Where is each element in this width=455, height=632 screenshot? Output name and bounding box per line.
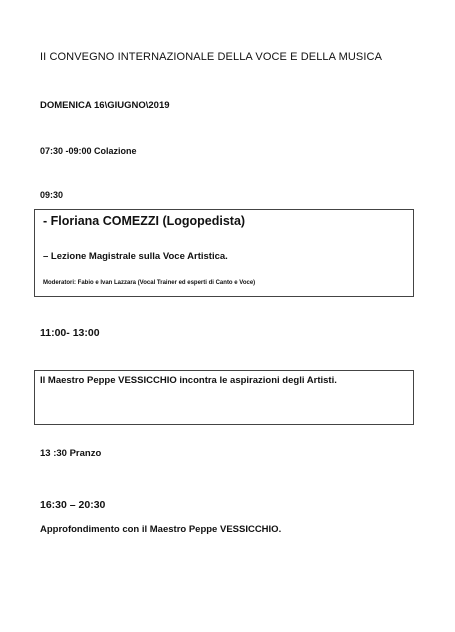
slot-1100-time: 11:00- 13:00 bbox=[40, 327, 100, 339]
session-approfondimento: Approfondimento con il Maestro Peppe VESSICCHIO. bbox=[40, 524, 282, 535]
speaker-name: - Floriana COMEZZI (Logopedista) bbox=[43, 214, 246, 228]
breakfast-time: 07:30 -09:00 Colazione bbox=[40, 146, 137, 156]
slot-0930-time: 09:30 bbox=[40, 190, 64, 200]
slot-1630-time: 16:30 – 20:30 bbox=[40, 499, 106, 511]
session-description: Il Maestro Peppe VESSICCHIO incontra le aspirazioni degli Artisti. bbox=[40, 375, 337, 386]
session-box-vessicchio bbox=[34, 370, 414, 425]
lesson-title: – Lezione Magistrale sulla Voce Artistica. bbox=[43, 251, 228, 262]
event-date: DOMENICA 16\GIUGNO\2019 bbox=[40, 100, 170, 111]
document-title: II CONVEGNO INTERNAZIONALE DELLA VOCE E DELLA MUSICA bbox=[40, 51, 383, 63]
moderators-note: Moderatori: Fabio e Ivan Lazzara (Vocal Trainer ed esperti di Canto e Voce) bbox=[43, 280, 256, 286]
lunch-time: 13 :30 Pranzo bbox=[40, 448, 102, 459]
session-box-comezzi bbox=[34, 209, 414, 297]
